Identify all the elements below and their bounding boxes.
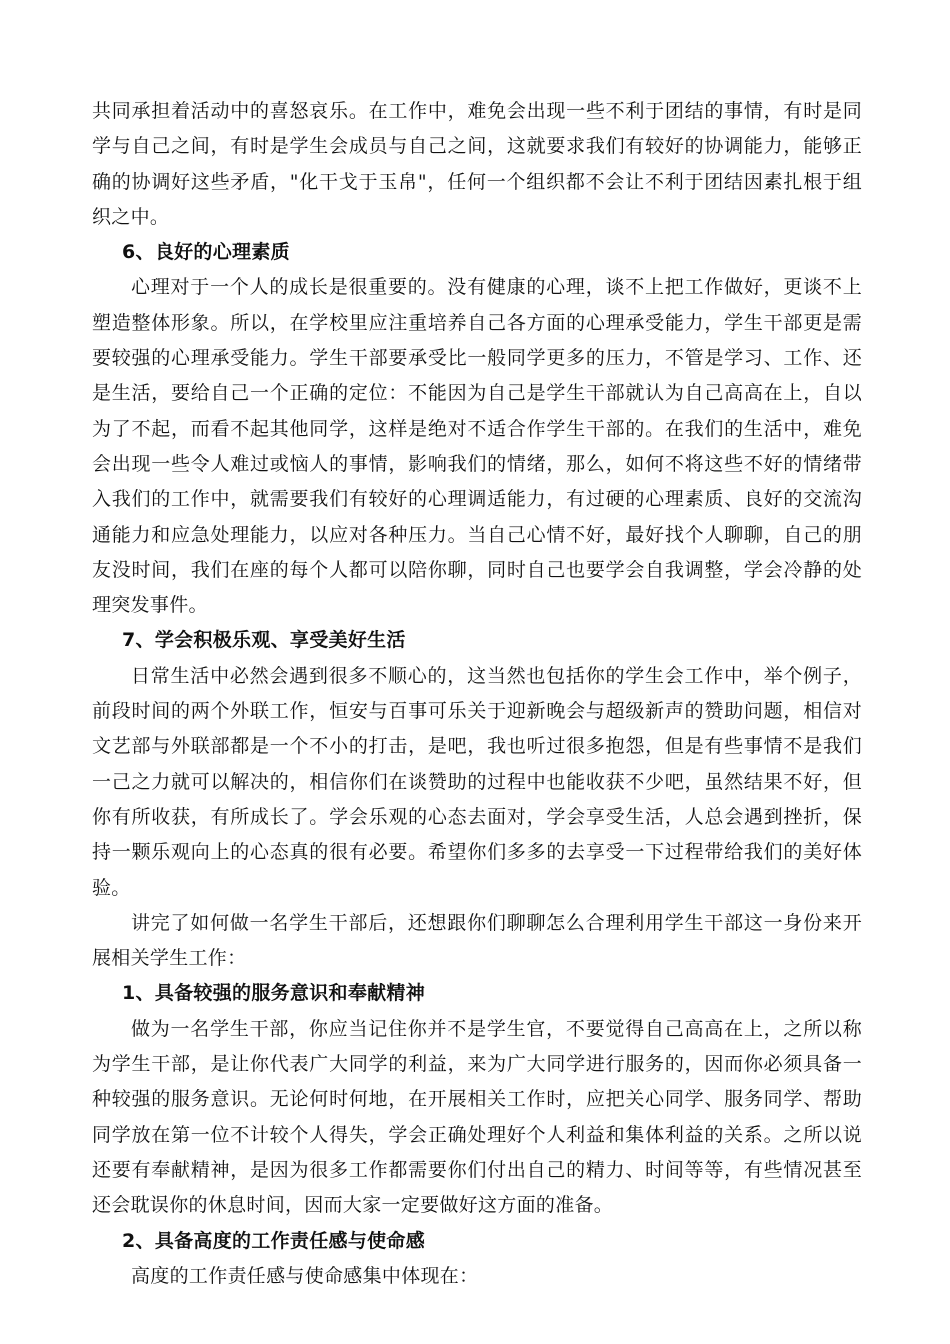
paragraph-transition: 讲完了如何做一名学生干部后，还想跟你们聊聊怎么合理利用学生干部这一身份来开展相关学生工作：	[92, 911, 862, 970]
heading-optimism: 7、学会积极乐观、享受美好生活	[122, 629, 406, 652]
document-page	[92, 94, 862, 1294]
paragraph-service-awareness: 做为一名学生干部，你应当记住你并不是学生官，不要觉得自己高高在上，之所以称为学生干部，是让你代表广大同学的利益，来为广大同学进行服务的，因而你必须具备一种较强的服务意识。无论何时何地，在开展相关工作时，应把关心同学、服务同学、帮助同学放在第一位不计较个人得失，学会正确处理好个人利益和集体利益的关系。之所以说还要有奉献精神，是因为很多工作都需要你们付出自己的精力、时间等等，有些情况甚至还会耽误你的休息时间，因而大家一定要做好这方面的准备。	[92, 1017, 862, 1217]
heading-responsibility: 2、具备高度的工作责任感与使命感	[122, 1229, 426, 1252]
paragraph-psychological-quality: 心理对于一个人的成长是很重要的。没有健康的心理，谈不上把工作做好，更谈不上塑造整体形象。所以，在学校里应注重培养自己各方面的心理承受能力，学生干部更是需要较强的心理承受能力。学生干部要承受比一般同学更多的压力，不管是学习、工作、还是生活，要给自己一个正确的定位：不能因为自己是学生干部就认为自己高高在上，自以为了不起，而看不起其他同学，这样是绝对不适合作学生干部的。在我们的生活中，难免会出现一些令人难过或恼人的事情，影响我们的情绪，那么，如何不将这些不好的情绪带入我们的工作中，就需要我们有较好的心理调适能力，有过硬的心理素质、良好的交流沟通能力和应急处理能力，以应对各种压力。当自己心情不好，最好找个人聊聊，自己的朋友没时间，我们在座的每个人都可以陪你聊，同时自己也要学会自我调整，学会冷静的处理突发事件。	[92, 276, 862, 617]
heading-psychological-quality: 6、良好的心理素质	[122, 241, 290, 264]
paragraph-teamwork-continuation: 共同承担着活动中的喜怒哀乐。在工作中，难免会出现一些不利于团结的事情，有时是同学与自己之间，有时是学生会成员与自己之间，这就要求我们有较好的协调能力，能够正确的协调好这些矛盾，"化干戈于玉帛"，任何一个组织都不会让不利于团结因素扎根于组织之中。	[92, 100, 862, 228]
paragraph-responsibility: 高度的工作责任感与使命感集中体现在：	[131, 1264, 479, 1287]
paragraph-optimism: 日常生活中必然会遇到很多不顺心的，这当然也包括你的学生会工作中，举个例子，前段时间的两个外联工作，恒安与百事可乐关于迎新晚会与超级新声的赞助问题，相信对文艺部与外联部都是一个不小的打击，是吧，我也听过很多抱怨，但是有些事情不是我们一己之力就可以解决的，相信你们在谈赞助的过程中也能收获不少吧，虽然结果不好，但你有所收获，有所成长了。学会乐观的心态去面对，学会享受生活，人总会遇到挫折，保持一颗乐观向上的心态真的很有必要。希望你们多多的去享受一下过程带给我们的美好体验。	[92, 664, 862, 899]
heading-service-awareness: 1、具备较强的服务意识和奉献精神	[122, 982, 426, 1005]
